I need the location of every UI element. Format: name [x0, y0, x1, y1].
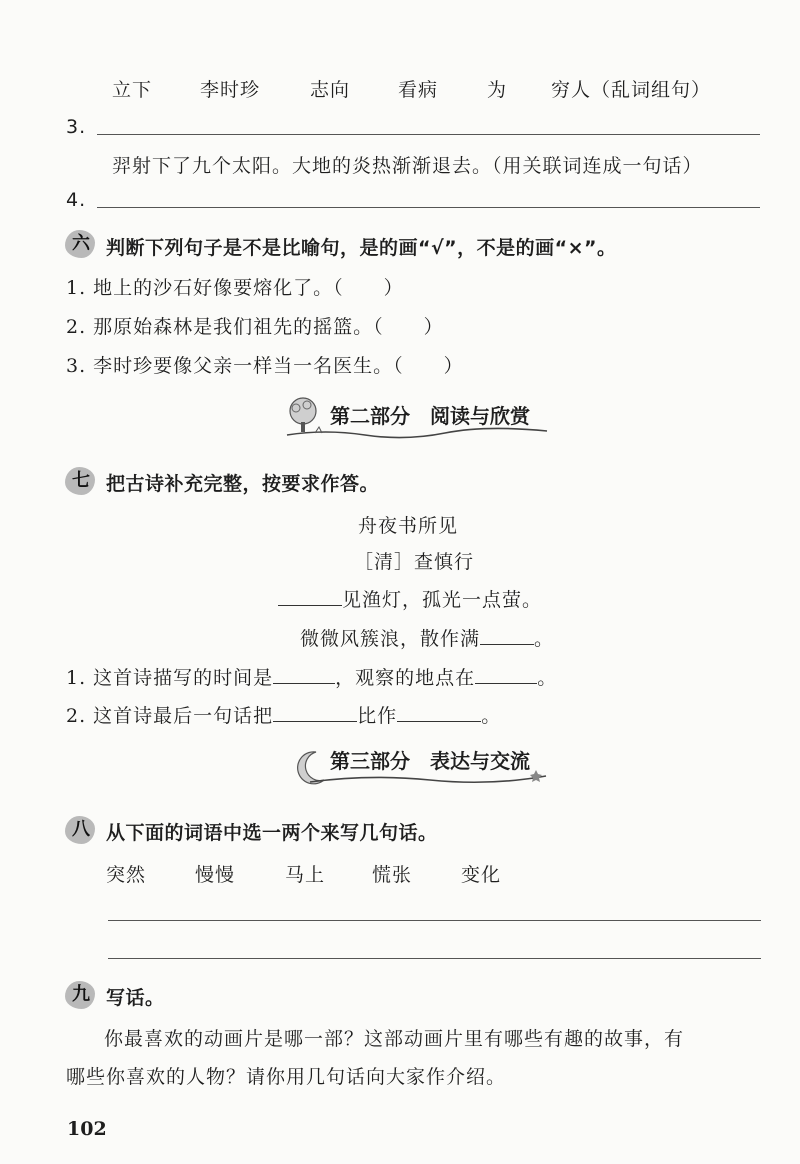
poem-title: 舟夜书所见 [358, 515, 459, 537]
section-badge-8: 八 [66, 815, 96, 845]
time-blank[interactable] [273, 665, 335, 684]
writing-line-1[interactable] [108, 920, 761, 921]
jumble-word-1: 立下 [112, 79, 153, 101]
word-option-2: 慢慢 [195, 864, 236, 886]
word-option-5: 变化 [461, 864, 502, 886]
compare-blank-1[interactable] [273, 703, 357, 722]
judge-item-3[interactable]: 3. 李时珍要像父亲一样当一名医生。（ ） [66, 355, 464, 377]
section-8-title: 从下面的词语中选一两个来写几句话。 [106, 822, 438, 844]
place-blank[interactable] [475, 665, 537, 684]
part-2-title: 第二部分 阅读与欣赏 [330, 404, 530, 428]
page-number: 102 [67, 1118, 107, 1140]
section-badge-6: 六 [66, 229, 96, 259]
answer-line-3[interactable] [97, 134, 760, 135]
poem-blank-1[interactable] [278, 587, 342, 606]
poem-question-1: 1. 这首诗描写的时间是 ，观察的地点在 。 [66, 667, 558, 689]
poem-line-2: 微微风簇浪，散作满 。 [300, 628, 555, 650]
jumble-word-5: 为 [487, 79, 508, 101]
part-3-title: 第三部分 表达与交流 [330, 749, 530, 773]
judge-item-1[interactable]: 1. 地上的沙石好像要熔化了。（ ） [66, 277, 404, 299]
judge-item-2[interactable]: 2. 那原始森林是我们祖先的摇篮。（ ） [66, 316, 444, 338]
section-badge-9: 九 [66, 980, 96, 1010]
answer-line-4[interactable] [97, 207, 760, 208]
section-badge-7: 七 [66, 466, 96, 496]
compare-blank-2[interactable] [397, 703, 481, 722]
writing-prompt-line-1: 你最喜欢的动画片是哪一部？这部动画片里有哪些有趣的故事，有 [104, 1028, 685, 1050]
word-option-4: 慌张 [372, 864, 413, 886]
poem-blank-2[interactable] [480, 626, 534, 645]
connect-instruction: 羿射下了九个太阳。大地的炎热渐渐退去。（用关联词连成一句话） [112, 155, 703, 177]
jumble-word-4: 看病 [398, 79, 439, 101]
jumble-word-6: 穷人（乱词组句） [551, 79, 712, 101]
word-option-3: 马上 [285, 864, 326, 886]
section-7-title: 把古诗补充完整，按要求作答。 [106, 473, 380, 495]
writing-line-2[interactable] [108, 958, 761, 959]
jumble-word-2: 李时珍 [200, 79, 261, 101]
question-number-4: 4. [66, 189, 87, 211]
word-option-1: 突然 [106, 864, 147, 886]
poem-author: ［清］查慎行 [354, 551, 475, 573]
poem-question-2: 2. 这首诗最后一句话把 比作 。 [66, 705, 502, 727]
section-9-title: 写话。 [106, 987, 165, 1009]
jumble-word-3: 志向 [310, 79, 351, 101]
writing-prompt-line-2: 哪些你喜欢的人物？请你用几句话向大家作介绍。 [66, 1066, 507, 1088]
section-6-title: 判断下列句子是不是比喻句，是的画“√”，不是的画“×”。 [106, 237, 617, 259]
poem-line-1: 见渔灯，孤光一点萤。 [278, 585, 542, 612]
question-number-3: 3. [66, 116, 87, 138]
